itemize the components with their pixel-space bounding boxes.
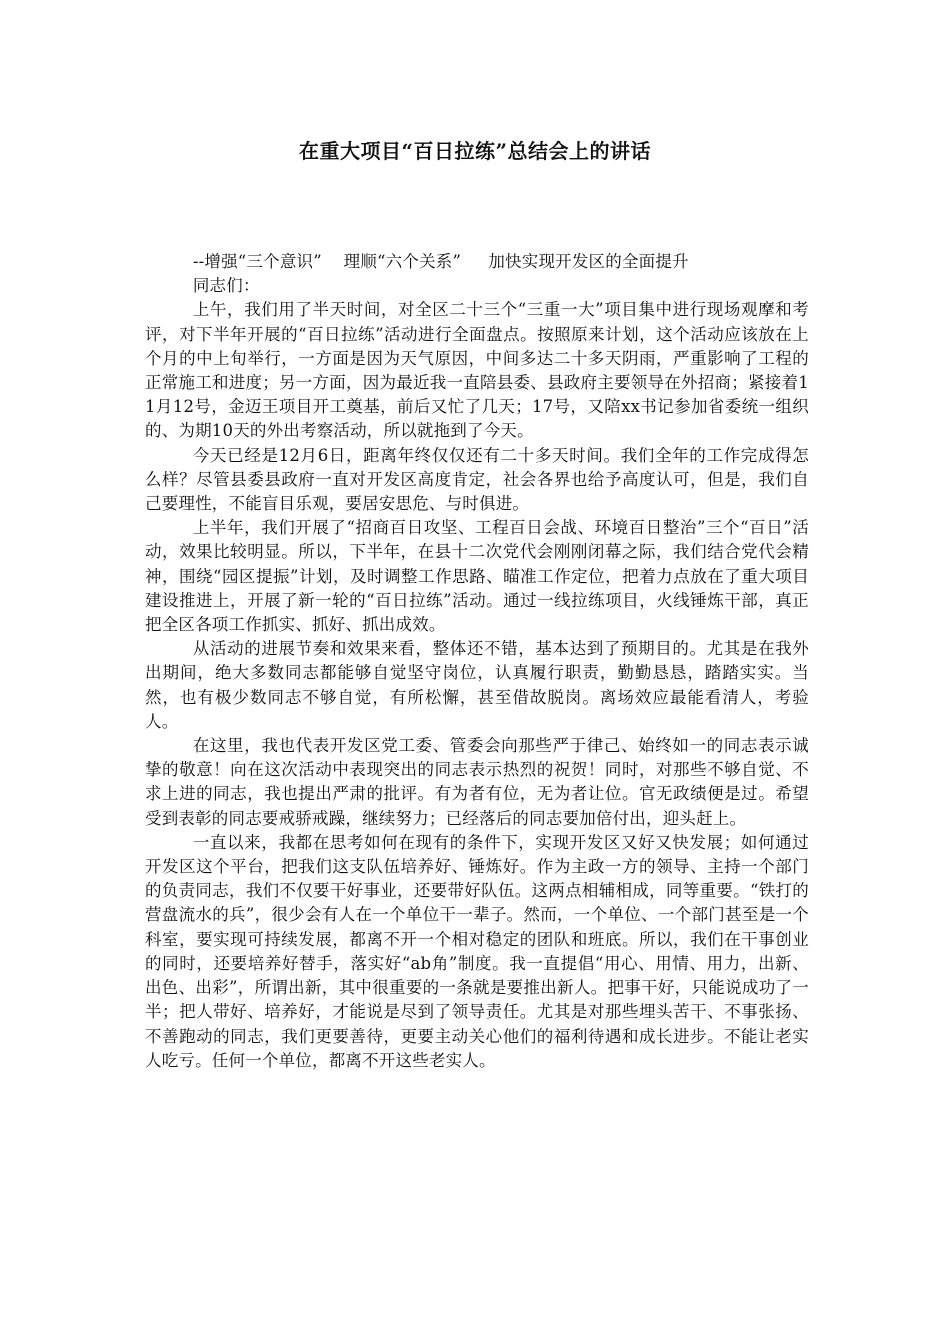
paragraph: 从活动的进展节奏和效果来看，整体还不错，基本达到了预期目的。尤其是在我外出期间，绝大多数同志都能够自觉坚守岗位，认真履行职责，勤勤恳恳，踏踏实实。当然，也有极少数同志不够自觉，有所松懈，甚至借故脱岗。离场效应最能看清人，考验人。	[145, 639, 809, 731]
paragraph: 在这里，我也代表开发区党工委、管委会向那些严于律己、始终如一的同志表示诚挚的敬意！向在这次活动中表现突出的同志表示热烈的祝贺！同时，对那些不够自觉、不求上进的同志，我也提出严肃的批评。有为者有位，无为者让位。官无政绩便是过。希望受到表彰的同志要戒骄戒躁，继续努力；已经落后的同志要加倍付出，迎头赶上。	[145, 736, 809, 828]
paragraph: 上午，我们用了半天时间，对全区二十三个“三重一大”项目集中进行现场观摩和考评，对下半年开展的“百日拉练”活动进行全面盘点。按照原来计划，这个活动应该放在上个月的中上旬举行，一方面是因为天气原因，中间多达二十多天阴雨，严重影响了工程的正常施工和进度；另一方面，因为最近我一直陪县委、县政府主要领导在外招商；紧接着11月12号，金迈王项目开工奠基，前后又忙了几天；17号，又陪xx书记参加省委统一组织的、为期10天的外出考察活动，所以就拖到了今天。	[145, 300, 809, 441]
paragraph: 上半年，我们开展了“招商百日攻坚、工程百日会战、环境百日整治”三个“百日”活动，效果比较明显。所以，下半年，在县十二次党代会刚刚闭幕之际，我们结合党代会精神，围绕“园区提振”计划，及时调整工作思路、瞄准工作定位，把着力点放在了重大项目建设推进上，开展了新一轮的“百日拉练”活动。通过一线拉练项目，火线锤炼干部，真正把全区各项工作抓实、抓好、抓出成效。	[145, 518, 809, 635]
paragraph: 今天已经是12月6日，距离年终仅仅还有二十多天时间。我们全年的工作完成得怎么样？尽管县委县政府一直对开发区高度肯定，社会各界也给予高度认可，但是，我们自己要理性，不能盲目乐观，要居安思危、与时俱进。	[145, 445, 809, 514]
document-body	[145, 250, 809, 1073]
paragraph: 一直以来，我都在思考如何在现有的条件下，实现开发区又好又快发展；如何通过开发区这个平台，把我们这支队伍培养好、锤炼好。作为主政一方的领导、主持一个部门的负责同志，我们不仅要干好事业，还要带好队伍。这两点相辅相成，同等重要。“铁打的营盘流水的兵”，很少会有人在一个单位干一辈子。然而，一个单位、一个部门甚至是一个科室，要实现可持续发展，都离不开一个相对稳定的团队和班底。所以，我们在干事创业的同时，还要培养好替手，落实好“ab角”制度。我一直提倡“用心、用情、用力，出新、出色、出彩”，所谓出新，其中很重要的一条就是要推出新人。把事干好，只能说成功了一半；把人带好、培养好，才能说是尽到了领导责任。尤其是对那些埋头苦干、不事张扬、不善跑动的同志，我们更要善待，更要主动关心他们的福利待遇和成长进步。不能让老实人吃亏。任何一个单位，都离不开这些老实人。	[145, 832, 809, 1070]
document-subtitle: --增强“三个意识” 理顺“六个关系” 加快实现开发区的全面提升	[192, 252, 689, 271]
document-title: 在重大项目“百日拉练”总结会上的讲话	[298, 139, 651, 163]
salutation: 同志们：	[192, 276, 260, 296]
